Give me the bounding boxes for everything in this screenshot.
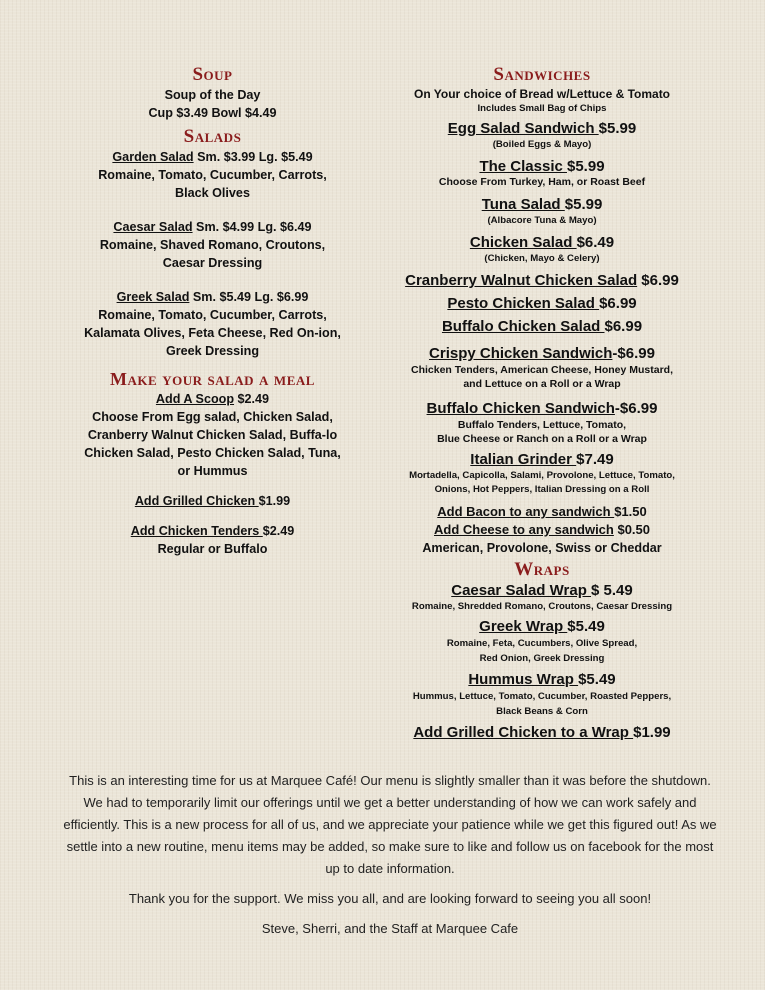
italian-grinder-item bbox=[372, 450, 712, 469]
add-grilled-chicken-price: $1.99 bbox=[258, 494, 291, 508]
soup-of-day: Soup of the Day bbox=[164, 88, 261, 102]
wraps-heading: Wraps bbox=[514, 559, 570, 580]
buffalo-salad-price: $6.99 bbox=[604, 318, 643, 335]
add-cheese-desc: American, Provolone, Swiss or Cheddar bbox=[422, 541, 662, 555]
caesar-wrap-desc: Romaine, Shredded Romano, Croutons, Caesar Dressing bbox=[411, 601, 673, 612]
chicken-salad-name: Chicken Salad bbox=[469, 234, 577, 251]
greek-wrap-price: $5.49 bbox=[567, 618, 605, 635]
letter-signature: Steve, Sherri, and the Staff at Marquee Cafe bbox=[261, 921, 519, 936]
buffalo-salad-name: Buffalo Chicken Salad bbox=[441, 318, 605, 335]
caesar-wrap-name: Caesar Salad Wrap bbox=[451, 582, 592, 599]
buffalo-sandwich-desc2: Blue Cheese or Ranch on a Roll or a Wrap bbox=[437, 433, 647, 445]
add-tenders-price: $2.49 bbox=[262, 524, 295, 538]
cranberry-price: $6.99 bbox=[637, 272, 679, 289]
italian-grinder-desc2: Onions, Hot Peppers, Italian Dressing on a Roll bbox=[434, 484, 650, 495]
buffalo-sandwich-item bbox=[372, 399, 712, 418]
classic-price: $5.99 bbox=[567, 158, 605, 175]
crispy-chicken-desc2: and Lettuce on a Roll or a Wrap bbox=[463, 378, 621, 390]
caesar-wrap-item bbox=[372, 581, 712, 600]
buffalo-sandwich-desc1: Buffalo Tenders, Lettuce, Tomato, bbox=[457, 419, 627, 431]
add-tenders-desc: Regular or Buffalo bbox=[157, 542, 268, 556]
chicken-salad-desc: (Chicken, Mayo & Celery) bbox=[484, 253, 600, 264]
greek-salad-name: Greek Salad bbox=[116, 290, 190, 304]
grilled-wrap-price: $1.99 bbox=[633, 724, 671, 741]
letter-paragraph: This is an interesting time for us at Marquee Café! Our menu is slightly smaller than it was before the shutdown. We had to temporarily limit our offerings until we get a better understanding of how we can work safely and efficiently. This is a new process for all of us, and we appreciate your patience while we get this figured out! As we settle into a new routine, menu items may be added, so make sure to like and follow us on facebook for the most up to date information. bbox=[63, 773, 717, 876]
garden-salad-desc: Romaine, Tomato, Cucumber, Carrots, Black Olives bbox=[98, 168, 327, 200]
sandwiches-chips-note: Includes Small Bag of Chips bbox=[477, 103, 607, 114]
add-bacon-name: Add Bacon to any sandwich bbox=[437, 504, 615, 519]
hummus-wrap-desc1: Hummus, Lettuce, Tomato, Cucumber, Roasted Peppers, bbox=[412, 691, 672, 702]
add-cheese-price: $0.50 bbox=[613, 522, 651, 537]
crispy-chicken-name: Crispy Chicken Sandwich bbox=[429, 345, 613, 362]
tuna-salad-name: Tuna Salad bbox=[481, 196, 565, 213]
greek-salad-item bbox=[80, 288, 345, 306]
left-column bbox=[80, 64, 345, 558]
caesar-wrap-price: $ 5.49 bbox=[591, 582, 633, 599]
add-grilled-chicken-item bbox=[80, 492, 345, 510]
garden-salad-price: Sm. $3.99 Lg. $5.49 bbox=[193, 150, 313, 164]
meal-heading: Make your salad a meal bbox=[110, 369, 315, 389]
add-scoop-item bbox=[80, 390, 345, 408]
caesar-salad-item bbox=[80, 218, 345, 236]
letter-thanks: Thank you for the support. We miss you all, and are looking forward to seeing you all soon! bbox=[128, 891, 652, 906]
caesar-salad-price: Sm. $4.99 Lg. $6.49 bbox=[192, 220, 312, 234]
crispy-chicken-desc1: Chicken Tenders, American Cheese, Honey Mustard, bbox=[411, 364, 673, 376]
hummus-wrap-price: $5.49 bbox=[578, 671, 616, 688]
tuna-salad-desc: (Albacore Tuna & Mayo) bbox=[487, 215, 597, 226]
sandwiches-heading: Sandwiches bbox=[493, 64, 591, 85]
grilled-wrap-item bbox=[372, 723, 712, 742]
italian-grinder-price: $7.49 bbox=[576, 451, 614, 468]
greek-wrap-item bbox=[372, 617, 712, 636]
cranberry-item bbox=[372, 271, 712, 290]
chicken-salad-price: $6.49 bbox=[576, 234, 615, 251]
greek-wrap-desc1: Romaine, Feta, Cucumbers, Olive Spread, bbox=[446, 638, 638, 649]
sandwiches-subtitle: On Your choice of Bread w/Lettuce & Tomato bbox=[413, 87, 671, 101]
buffalo-salad-item bbox=[372, 317, 712, 336]
greek-wrap-name: Greek Wrap bbox=[479, 618, 568, 635]
caesar-salad-desc: Romaine, Shaved Romano, Croutons, Caesar Dressing bbox=[99, 238, 326, 270]
add-scoop-name: Add A Scoop bbox=[155, 392, 235, 406]
greek-wrap-desc2: Red Onion, Greek Dressing bbox=[479, 653, 605, 664]
egg-salad-price: $5.99 bbox=[598, 120, 637, 137]
buffalo-sandwich-price: -$6.99 bbox=[614, 400, 658, 417]
classic-item bbox=[372, 157, 712, 176]
right-column bbox=[372, 64, 712, 742]
greek-salad-desc: Romaine, Tomato, Cucumber, Carrots, Kalamata Olives, Feta Cheese, Red On-ion, Greek Dressing bbox=[84, 308, 341, 358]
pesto-name: Pesto Chicken Salad bbox=[447, 295, 600, 312]
add-tenders-item bbox=[80, 522, 345, 540]
pesto-price: $6.99 bbox=[599, 295, 637, 312]
pesto-item bbox=[372, 294, 712, 313]
italian-grinder-name: Italian Grinder bbox=[470, 451, 577, 468]
grilled-wrap-name: Add Grilled Chicken to a Wrap bbox=[413, 724, 634, 741]
add-bacon-item bbox=[372, 503, 712, 521]
crispy-chicken-price: -$6.99 bbox=[612, 345, 655, 362]
soup-prices: Cup $3.49 Bowl $4.49 bbox=[148, 106, 277, 120]
cranberry-name: Cranberry Walnut Chicken Salad bbox=[405, 272, 638, 289]
salads-heading: Salads bbox=[183, 126, 242, 147]
tuna-salad-item bbox=[372, 195, 712, 214]
add-scoop-desc: Choose From Egg salad, Chicken Salad, Cranberry Walnut Chicken Salad, Buffa-lo Chicken Salad, Pesto Chicken Salad, Tuna, or Hummus bbox=[84, 410, 341, 478]
chicken-salad-item bbox=[372, 233, 712, 252]
add-cheese-item bbox=[372, 521, 712, 539]
garden-salad-item bbox=[80, 148, 345, 166]
garden-salad-name: Garden Salad bbox=[112, 150, 194, 164]
closing-letter bbox=[60, 770, 720, 940]
soup-heading: Soup bbox=[192, 64, 233, 85]
classic-desc: Choose From Turkey, Ham, or Roast Beef bbox=[438, 176, 646, 188]
hummus-wrap-name: Hummus Wrap bbox=[468, 671, 579, 688]
hummus-wrap-item bbox=[372, 670, 712, 689]
classic-name: The Classic bbox=[479, 158, 567, 175]
tuna-salad-price: $5.99 bbox=[564, 196, 603, 213]
italian-grinder-desc1: Mortadella, Capicolla, Salami, Provolone, Lettuce, Tomato, bbox=[409, 470, 675, 481]
hummus-wrap-desc2: Black Beans & Corn bbox=[496, 706, 588, 717]
caesar-salad-name: Caesar Salad bbox=[113, 220, 193, 234]
add-tenders-name: Add Chicken Tenders bbox=[130, 524, 263, 538]
add-cheese-name: Add Cheese to any sandwich bbox=[433, 522, 614, 537]
egg-salad-item bbox=[372, 119, 712, 138]
add-scoop-price: $2.49 bbox=[234, 392, 270, 406]
crispy-chicken-item bbox=[372, 344, 712, 363]
greek-salad-price: Sm. $5.49 Lg. $6.99 bbox=[189, 290, 309, 304]
buffalo-sandwich-name: Buffalo Chicken Sandwich bbox=[426, 400, 615, 417]
add-grilled-chicken-name: Add Grilled Chicken bbox=[134, 494, 259, 508]
egg-salad-name: Egg Salad Sandwich bbox=[447, 120, 599, 137]
egg-salad-desc: (Boiled Eggs & Mayo) bbox=[492, 139, 592, 150]
add-bacon-price: $1.50 bbox=[614, 504, 647, 519]
